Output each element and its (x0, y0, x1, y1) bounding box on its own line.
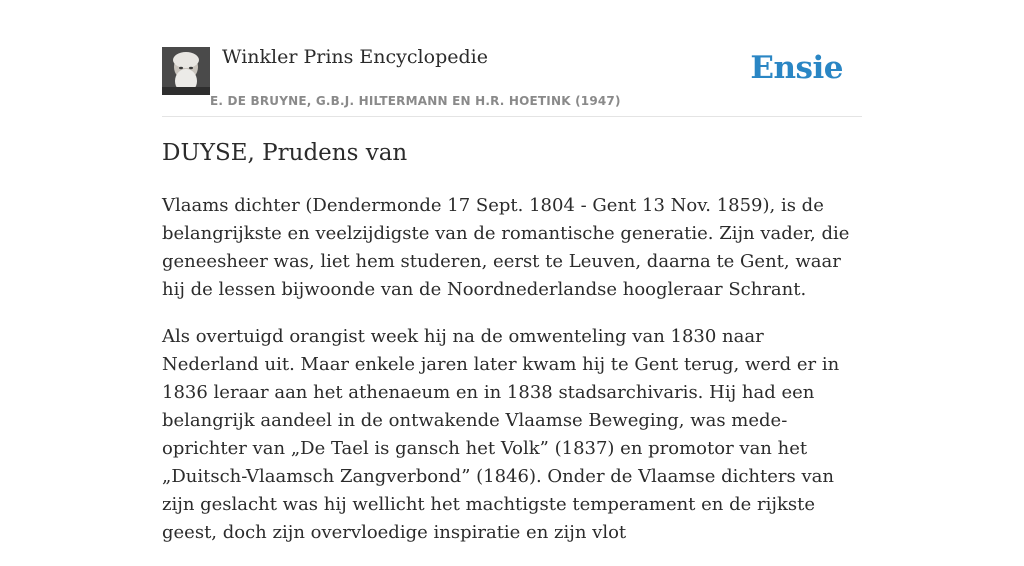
ensie-logo[interactable]: Ensie (750, 50, 843, 86)
author-avatar[interactable] (162, 47, 210, 95)
article-paragraph: Vlaams dichter (Dendermonde 17 Sept. 1804 - Gent 13 Nov. 1859), is de belangrijkste en veelzijdigste van de romantische generatie. Zijn vader, die geneesheer was, liet hem studeren, eerst te Leuven, daarna te Gent, waar hij de lessen bijwoonde van de Noordnederlandse hoogleraar Schrant. (162, 195, 850, 300)
article-paragraph: Als overtuigd orangist week hij na de omwenteling van 1830 naar Nederland uit. Maar enkele jaren later kwam hij te Gent terug, werd er in 1836 leraar aan het athenaeum en in 1838 stadsarchivaris. Hij had een belangrijk aandeel in de ontwakende Vlaamse Beweging, was mede-oprichter van „De Tael is gansch het Volk” (1837) en promotor van het „Duitsch-Vlaamsch Zangverbond” (1846). Onder de Vlaamse dichters van zijn geslacht was hij wellicht het machtigste temperament en de rijkste geest, doch zijn overvloedige inspiratie en zijn vlot (162, 326, 840, 543)
source-authors: E. DE BRUYNE, G.B.J. HILTERMANN EN H.R. HOETINK (1947) (210, 94, 621, 108)
article-body (162, 192, 862, 566)
source-header (162, 0, 862, 117)
source-title[interactable]: Winkler Prins Encyclopedie (222, 46, 488, 68)
article-title: DUYSE, Prudens van (162, 140, 408, 166)
portrait-icon (162, 47, 210, 95)
page (162, 0, 862, 543)
